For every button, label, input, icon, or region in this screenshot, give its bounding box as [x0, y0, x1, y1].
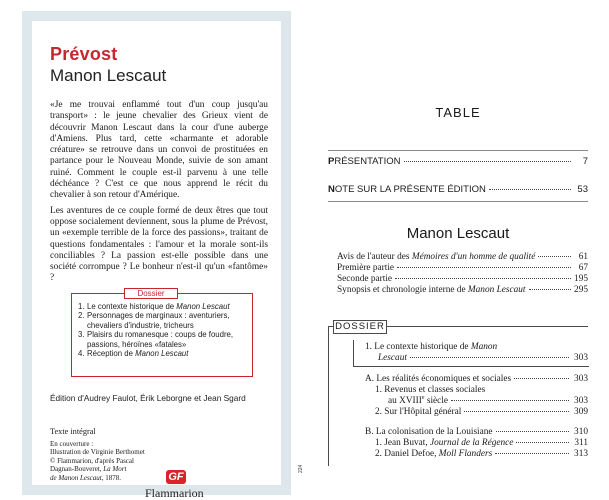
blurb-paragraph-2: Les aventures de ce couple formé de deux êtres que tout oppose socialement deviennent, sous la plume de Prévost, un «exemple terrible de la force des passions», traitant de questions fondamentales : l'amour et la morale sont-ils conciliables ? La passion est-elle possible dans une société corrompue ? Le bonheur n'est-il qu'un «fantôme» ? [50, 205, 268, 284]
toc-entry[interactable]: Synopsis et chronologie interne de Manon Lescaut 295 [337, 285, 588, 295]
toc-entry-note-edition[interactable]: NOTE SUR LA PRÉSENTE ÉDITION 53 [328, 184, 588, 195]
cover-credits: En couverture : Illustration de Virginie Berthomet © Flammarion, d'après Pascal Dagnan-Bouveret, La Mort de Manon Lescaut, 1878. [50, 440, 145, 482]
dossier-box [71, 289, 253, 377]
dossier-item: 2. Personnages de marginaux : aventuriers, chevaliers d'industrie, tricheurs [78, 311, 230, 330]
toc-entry[interactable]: Première partie 67 [337, 263, 588, 273]
toc-entry[interactable]: B. La colonisation de la Louisiane 310 [365, 427, 588, 437]
gf-logo-icon: GF [166, 470, 186, 484]
isbn-code: 224 [298, 464, 304, 473]
toc-entry-part-1-cont[interactable]: Lescaut 303 [378, 353, 588, 363]
author-name: Prévost [50, 44, 118, 64]
dossier-tab-label: Dossier [124, 288, 178, 299]
back-cover [22, 11, 304, 500]
dossier-list [78, 302, 250, 358]
publisher-name: Flammarion [145, 486, 204, 500]
dossier-item: 4. Réception de Manon Lescaut [78, 349, 189, 359]
back-cover-blurb [50, 100, 268, 285]
toc-entry-presentation[interactable]: PRÉSENTATION 7 [328, 156, 588, 167]
dossier-item: 3. Plaisirs du romanesque : coups de foudre, passions, héroïnes «fatales» [78, 330, 234, 349]
toc-divider [328, 201, 588, 202]
toc-entry[interactable]: Avis de l'auteur des Mémoires d'un homme de qualité 61 [337, 252, 588, 262]
dossier-section [328, 321, 588, 466]
toc-entry-part-1[interactable]: 1. Le contexte historique de Manon [365, 342, 498, 352]
toc-heading: TABLE [435, 105, 481, 120]
toc-entry[interactable]: 2. Daniel Defoe, Moll Flanders 313 [375, 449, 588, 459]
dossier-section-label: DOSSIER [333, 320, 387, 334]
dossier-item: 1. Le contexte historique de Manon Lescaut [78, 302, 230, 311]
integral-text-note: Texte intégral [50, 427, 96, 436]
blurb-paragraph-1: «Je me trouvai enflammé tout d'un coup jusqu'au transport» : le jeune chevalier des Grieux vient de découvrir Manon Lescaut dans la cour d'une auberge d'Amiens. Plus tard, cette «charmante et adorable créature» se retrouve dans un convoi de prostituées en partance pour le Nouveau Monde, suivie de son amant ruiné. Comment le couple est-il parvenu à une telle déchéance ? C'est ce que nous apprend le récit du chevalier à son retour d'Amérique. [50, 100, 268, 201]
table-of-contents [328, 0, 588, 500]
toc-entry[interactable]: 2. Sur l'Hôpital général 309 [375, 407, 588, 417]
book-title: Manon Lescaut [50, 66, 167, 85]
back-cover-panel [32, 21, 281, 500]
toc-entry[interactable]: 1. Jean Buvat, Journal de la Régence 311 [375, 438, 588, 448]
toc-entry[interactable]: A. Les réalités économiques et sociales 303 [365, 374, 588, 384]
toc-entry[interactable]: 1. Revenus et classes sociales [375, 385, 486, 395]
toc-divider [328, 150, 588, 151]
edition-credits: Édition d'Audrey Faulot, Érik Leborgne et Jean Sgard [50, 393, 246, 403]
toc-entry[interactable]: Seconde partie 195 [337, 274, 588, 284]
work-title: Manon Lescaut [406, 225, 510, 242]
toc-entry[interactable]: au XVIIIe siècle 303 [388, 394, 588, 406]
